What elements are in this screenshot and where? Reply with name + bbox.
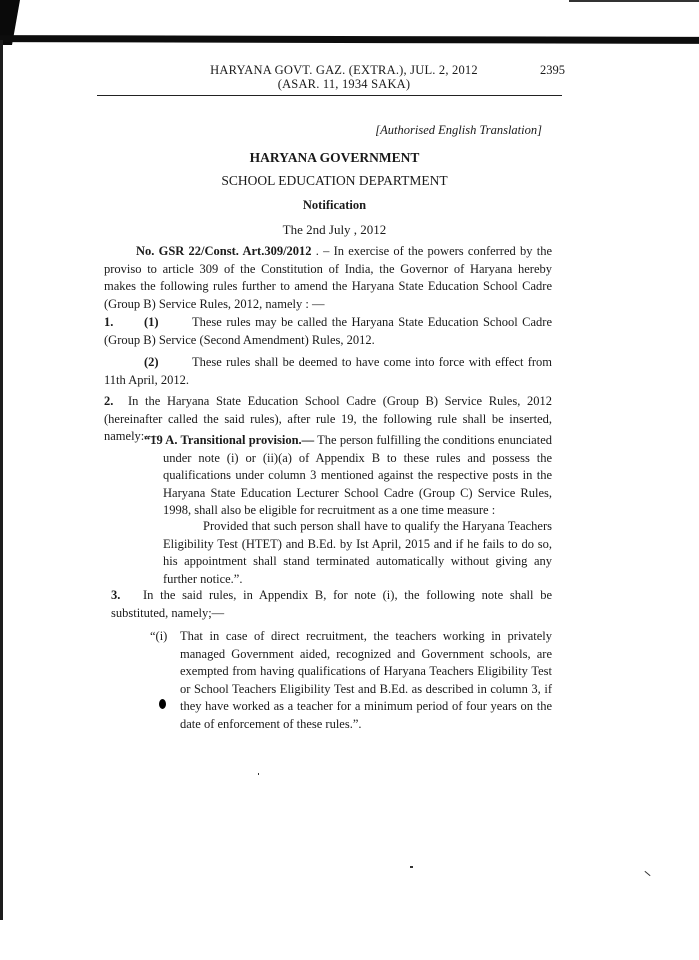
rule-1-number: 1.	[104, 315, 114, 329]
note-i-number: “(i)	[150, 629, 168, 643]
rule-1-sub-2-text: These rules shall be deemed to have come into force with effect from 11th April, 2012.	[104, 355, 552, 387]
scan-edge-top-right	[569, 0, 699, 2]
scan-edge-left	[0, 40, 3, 920]
rule-19a-paragraph	[144, 432, 552, 520]
rule-1-sub-1-number: (1)	[144, 315, 159, 329]
rule-1-sub-2-number: (2)	[144, 355, 159, 369]
notification-date: The 2nd July , 2012	[282, 222, 387, 237]
scan-edge-top	[0, 35, 699, 44]
preamble-paragraph	[104, 243, 552, 313]
rule-2-text: In the Haryana State Education School Cadre (Group B) Service Rules, 2012 (hereinafter called the said rules), after rule 19, the following rule shall be inserted, namely:—	[104, 394, 552, 443]
scan-speck	[258, 773, 259, 775]
rule-2-number: 2.	[104, 394, 114, 408]
rule-3-paragraph	[111, 587, 552, 622]
scan-speck	[644, 871, 650, 876]
gazette-header	[209, 63, 479, 91]
scan-speck	[410, 866, 413, 868]
department-title: SCHOOL EDUCATION DEPARTMENT	[221, 173, 448, 188]
rule-19a-heading: “19 A. Transitional provision.—	[144, 433, 315, 447]
note-i-text: That in case of direct recruitment, the teachers working in privately managed Government aided, recognized and Government schools, are exempted from having qualifications of Haryana Teachers Eligibility Test or School Teachers Eligibility Test and B.Ed. as described in column 3, if they have worked as a teacher for a minimum period of four years on the date of enforcement of these rules.”.	[180, 629, 552, 731]
rule-3-text: In the said rules, in Appendix B, for note (i), the following note shall be substituted, namely;—	[111, 588, 552, 620]
rule-1-sub-2	[104, 354, 552, 389]
preamble-text: . – In exercise of the powers conferred by the proviso to article 309 of the Constitution of India, the Governor of Haryana hereby makes the following rules further to amend the Haryana State Education School Cadre (Group B) Service Rules, 2012, namely : —	[104, 244, 552, 311]
header-rule	[97, 95, 562, 96]
rule-19a-text: The person fulfilling the conditions enunciated under note (i) or (ii)(a) of Appendix B to these rules and possess the qualifications under column 3 mentioned against the respective posts in the Haryana State Education Lecturer School Cadre (Group C) Service Rules, 1998, shall also be eligible for recruitment as a one time measure :	[163, 433, 552, 517]
notification-reference: No. GSR 22/Const. Art.309/2012	[136, 244, 312, 258]
translation-note: [Authorised English Translation]	[375, 123, 542, 137]
government-title: HARYANA GOVERNMENT	[249, 150, 420, 165]
gazette-header-line2: (ASAR. 11, 1934 SAKA)	[277, 77, 411, 91]
rule-1-sub-1-text: These rules may be called the Haryana State Education School Cadre (Group B) Service (Second Amendment) Rules, 2012.	[104, 315, 552, 347]
rule-3-number: 3.	[111, 588, 121, 602]
rule-19a-proviso	[163, 518, 552, 588]
gazette-header-line1: HARYANA GOVT. GAZ. (EXTRA.), JUL. 2, 2012	[210, 63, 478, 77]
rule-1-sub-1	[104, 314, 552, 349]
proviso-text: Provided that such person shall have to qualify the Haryana Teachers Eligibility Test (HTET) and B.Ed. by Ist April, 2015 and if he fails to do so, his appointment shall stand terminated automatically without giving any further notice.”.	[163, 519, 552, 586]
notification-title: Notification	[302, 198, 367, 212]
scan-dot-mark	[159, 699, 166, 709]
page-number: 2395	[540, 63, 565, 77]
